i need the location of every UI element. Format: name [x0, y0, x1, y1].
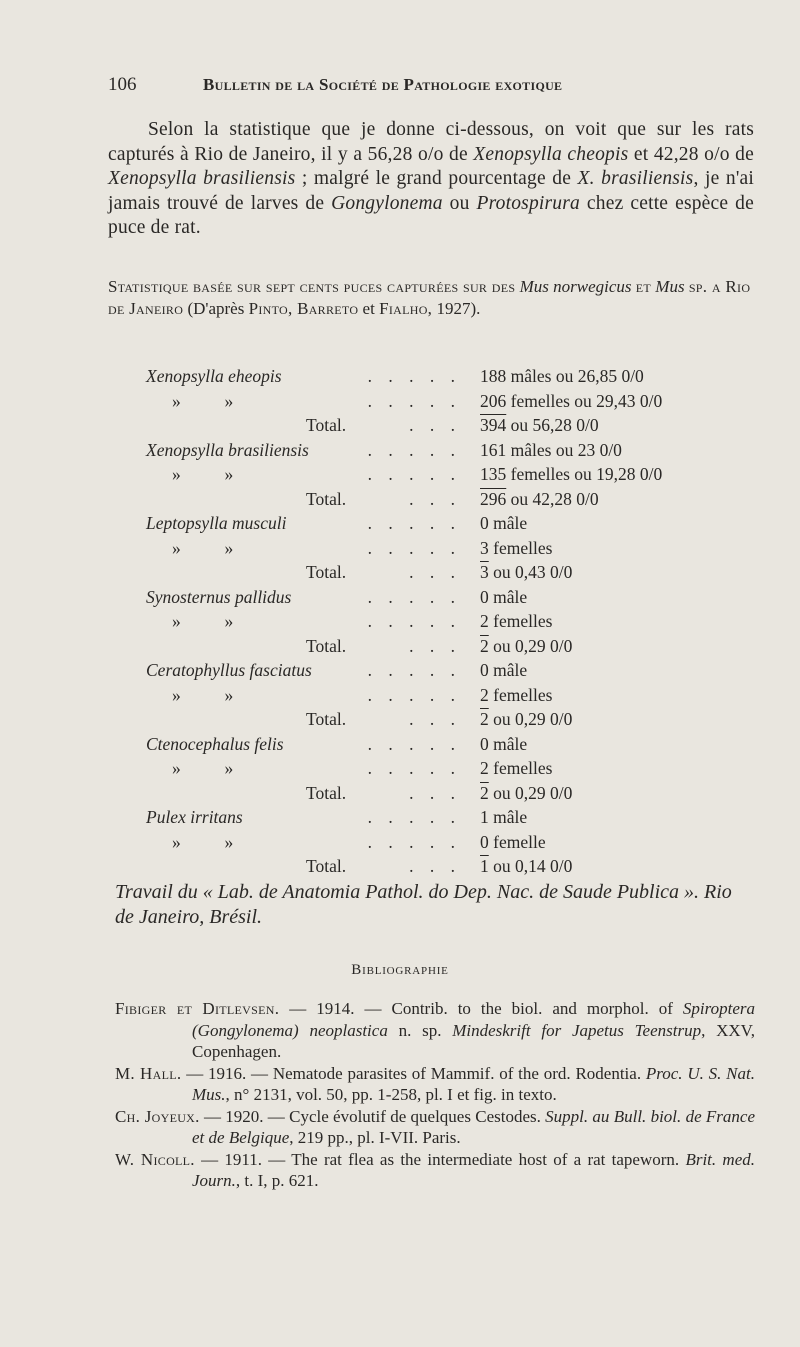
entry-author: W. Nicoll.: [115, 1149, 195, 1169]
total-percent: ou 42,28 0/0: [506, 488, 599, 509]
total-percent: ou 0,29 0/0: [488, 635, 573, 656]
entry-text: — 1920. — Cycle évolutif de quelques Cestodes.: [199, 1106, 546, 1126]
statistics-caption: [108, 276, 753, 319]
entry-title: Mindeskrift for Japetus Teenstrup: [452, 1020, 702, 1040]
entry-text: , t. I, p. 621.: [235, 1171, 319, 1190]
intro-text: chez cette espèce de puce de rat.: [108, 192, 754, 238]
caption-text: (D'après: [187, 298, 245, 318]
intro-text: Selon la statistique que je donne ci-dessous, on voit que sur les rats capturés à Rio de Janeiro, il y a 56,28 o/o de: [108, 119, 754, 165]
caption-text: Statistique basée sur sept cents puces capturées sur des: [108, 277, 516, 296]
leader-dots: . . . . .: [367, 684, 461, 705]
total-number: 2: [480, 635, 489, 656]
female-count: 2 femelles: [480, 758, 553, 778]
species-name: Leptopsylla musculi: [146, 513, 287, 533]
female-count: 2 femelles: [480, 684, 553, 705]
total-percent: ou 0,43 0/0: [488, 562, 573, 582]
entry-text: , n° 2131, vol. 50, pp. 1-258, pl. I et fig. in texto.: [225, 1085, 557, 1104]
entry-text: — 1916. — Nematode parasites of Mammif. of the ord. Rodentia.: [181, 1063, 646, 1083]
leader-dots: . . . . .: [367, 513, 461, 533]
female-count: 2 femelles: [480, 611, 553, 631]
ditto-marks: » »: [172, 390, 234, 411]
male-count: 0 mâle: [480, 733, 528, 754]
lab-credit-text: Travail du « Lab. de Anatomia Pathol. do Dep. Nac. de Saude Publica ». Rio de Janeiro, Brésil.: [115, 881, 732, 928]
total-value: [480, 707, 572, 732]
table-row: [146, 609, 746, 634]
female-count: 135 femelles ou 19,28 0/0: [480, 464, 663, 484]
total-value: [480, 634, 572, 659]
caption-text: et: [635, 277, 652, 296]
table-row: [146, 634, 746, 659]
table-row: [146, 585, 746, 610]
total-number: 3: [480, 562, 489, 582]
caption-species: Mus: [655, 277, 685, 296]
intro-genus: Gongylonema: [331, 192, 443, 214]
total-value: [480, 487, 599, 512]
male-count: 1 mâle: [480, 807, 528, 827]
entry-title: Suppl. au Bull. biol. de France et de Belgique: [192, 1106, 755, 1147]
leader-dots: . . .: [409, 709, 461, 729]
total-label: Total.: [306, 709, 347, 729]
entry-text: n. sp.: [387, 1020, 453, 1040]
table-row: [146, 830, 746, 855]
table-row: [146, 781, 746, 806]
bibliography-list: [115, 998, 755, 1192]
table-row: [146, 511, 746, 536]
intro-text: , je n'ai jamais trouvé de larves de: [108, 168, 755, 214]
entry-author: Ch. Joyeux.: [115, 1106, 200, 1126]
table-row: [146, 560, 746, 585]
total-value: [480, 413, 599, 438]
female-count: 206 femelles ou 29,43 0/0: [480, 390, 663, 411]
caption-authors: Fialho,: [379, 298, 433, 318]
total-percent: ou 56,28 0/0: [506, 415, 599, 435]
ditto-marks: » »: [172, 758, 234, 778]
leader-dots: . . . . .: [367, 439, 461, 460]
entry-author: Fibiger et Ditlevsen.: [115, 999, 280, 1018]
total-percent: ou 0,29 0/0: [488, 709, 573, 729]
caption-year: 1927).: [436, 298, 481, 318]
leader-dots: . . .: [409, 856, 461, 876]
total-number: 2: [480, 782, 489, 803]
bibliography-entry: [115, 1063, 755, 1106]
leader-dots: . . . . .: [367, 733, 461, 754]
male-count: 0 mâle: [480, 660, 528, 680]
leader-dots: . . .: [409, 488, 461, 509]
leader-dots: . . . . .: [367, 611, 461, 631]
ditto-marks: » »: [172, 611, 234, 631]
female-count: 3 femelles: [480, 537, 553, 558]
entry-text: , 219 pp., pl. I-VII. Paris.: [289, 1128, 461, 1147]
male-count: 161 mâles ou 23 0/0: [480, 439, 622, 460]
total-value: [480, 781, 572, 806]
male-count: 188 mâles ou 26,85 0/0: [480, 366, 644, 386]
entry-text: — 1914. — Contrib. to the biol. and morphol. of: [279, 999, 683, 1018]
leader-dots: . . . . .: [367, 831, 461, 852]
total-percent: ou 0,29 0/0: [488, 782, 573, 803]
table-row: [146, 413, 746, 438]
species-name: Pulex irritans: [146, 807, 243, 827]
table-row: [146, 658, 746, 683]
species-name: Xenopsylla eheopis: [146, 366, 282, 386]
ditto-marks: » »: [172, 464, 234, 484]
intro-text: et 42,28 o/o de: [628, 143, 754, 165]
page-number: 106: [108, 74, 137, 95]
leader-dots: . . . . .: [367, 537, 461, 558]
total-label: Total.: [306, 562, 347, 582]
leader-dots: . . . . .: [367, 660, 461, 680]
entry-text: , XXV, Copenhagen.: [192, 1020, 755, 1061]
table-row: [146, 732, 746, 757]
table-row: [146, 683, 746, 708]
total-label: Total.: [306, 782, 347, 803]
species-name: Ctenocephalus felis: [146, 733, 284, 754]
intro-genus: Protospirura: [476, 192, 580, 214]
leader-dots: . . . . .: [367, 758, 461, 778]
total-percent: ou 0,14 0/0: [488, 856, 573, 876]
male-count: 0 mâle: [480, 513, 528, 533]
caption-text: sp. a Rio de Janeiro: [108, 277, 751, 318]
species-name: Ceratophyllus fasciatus: [146, 660, 312, 680]
entry-title: Brit. med. Journ.: [192, 1149, 755, 1190]
entry-author: M. Hall.: [115, 1063, 182, 1083]
entry-title: Proc. U. S. Nat. Mus.: [192, 1063, 755, 1104]
leader-dots: . . . . .: [367, 390, 461, 411]
male-count: 0 mâle: [480, 586, 528, 607]
running-header: [108, 74, 668, 96]
total-label: Total.: [306, 415, 347, 435]
total-label: Total.: [306, 488, 347, 509]
ditto-marks: » »: [172, 537, 234, 558]
entry-title: Spiroptera (Gongylonema) neoplastica: [192, 999, 756, 1040]
female-count: 0 femelle: [480, 831, 546, 852]
leader-dots: . . . . .: [367, 807, 461, 827]
intro-species: Xenopsylla cheopis: [473, 143, 629, 165]
intro-text: ; malgré le grand pourcentage de: [295, 168, 578, 189]
intro-species: Xenopsylla brasiliensis: [108, 168, 296, 189]
species-name: Synosternus pallidus: [146, 586, 292, 607]
leader-dots: . . .: [409, 562, 461, 582]
total-number: 394: [480, 415, 507, 435]
total-number: 296: [480, 488, 507, 509]
table-row: [146, 805, 746, 830]
table-row: [146, 389, 746, 414]
bibliography-entry: [115, 1106, 755, 1149]
total-number: 2: [480, 709, 489, 729]
table-row: [146, 536, 746, 561]
total-number: 1: [480, 856, 489, 876]
table-row: [146, 462, 746, 487]
caption-text: et: [362, 298, 375, 318]
table-row: [146, 756, 746, 781]
total-value: [480, 854, 572, 879]
bibliography-entry: [115, 1149, 755, 1192]
ditto-marks: » »: [172, 684, 234, 705]
leader-dots: . . . . .: [367, 366, 461, 386]
total-label: Total.: [306, 635, 347, 656]
caption-species: Mus norwegicus: [519, 277, 632, 296]
table-row: [146, 854, 746, 879]
total-label: Total.: [306, 856, 347, 876]
leader-dots: . . .: [409, 415, 461, 435]
leader-dots: . . . . .: [367, 586, 461, 607]
species-name: Xenopsylla brasiliensis: [146, 439, 309, 460]
intro-text: ou: [442, 192, 477, 214]
total-value: [480, 560, 572, 585]
ditto-marks: » »: [172, 831, 234, 852]
flea-statistics-table: [146, 364, 746, 879]
bibliography-heading: Bibliographie: [351, 962, 449, 978]
bibliography-entry: [115, 998, 755, 1063]
entry-text: — 1911. — The rat flea as the intermediate host of a rat tapeworn.: [194, 1149, 686, 1169]
intro-paragraph: [108, 118, 754, 241]
table-row: [146, 438, 746, 463]
journal-title: Bulletin de la Société de Pathologie exotique: [203, 75, 563, 94]
table-row: [146, 707, 746, 732]
intro-species: X. brasiliensis: [577, 168, 694, 189]
leader-dots: . . . . .: [367, 464, 461, 484]
leader-dots: . . .: [409, 782, 461, 803]
lab-credit: [115, 880, 755, 930]
caption-authors: Pinto, Barreto: [248, 298, 359, 318]
table-row: [146, 364, 746, 389]
table-row: [146, 487, 746, 512]
leader-dots: . . .: [409, 635, 461, 656]
